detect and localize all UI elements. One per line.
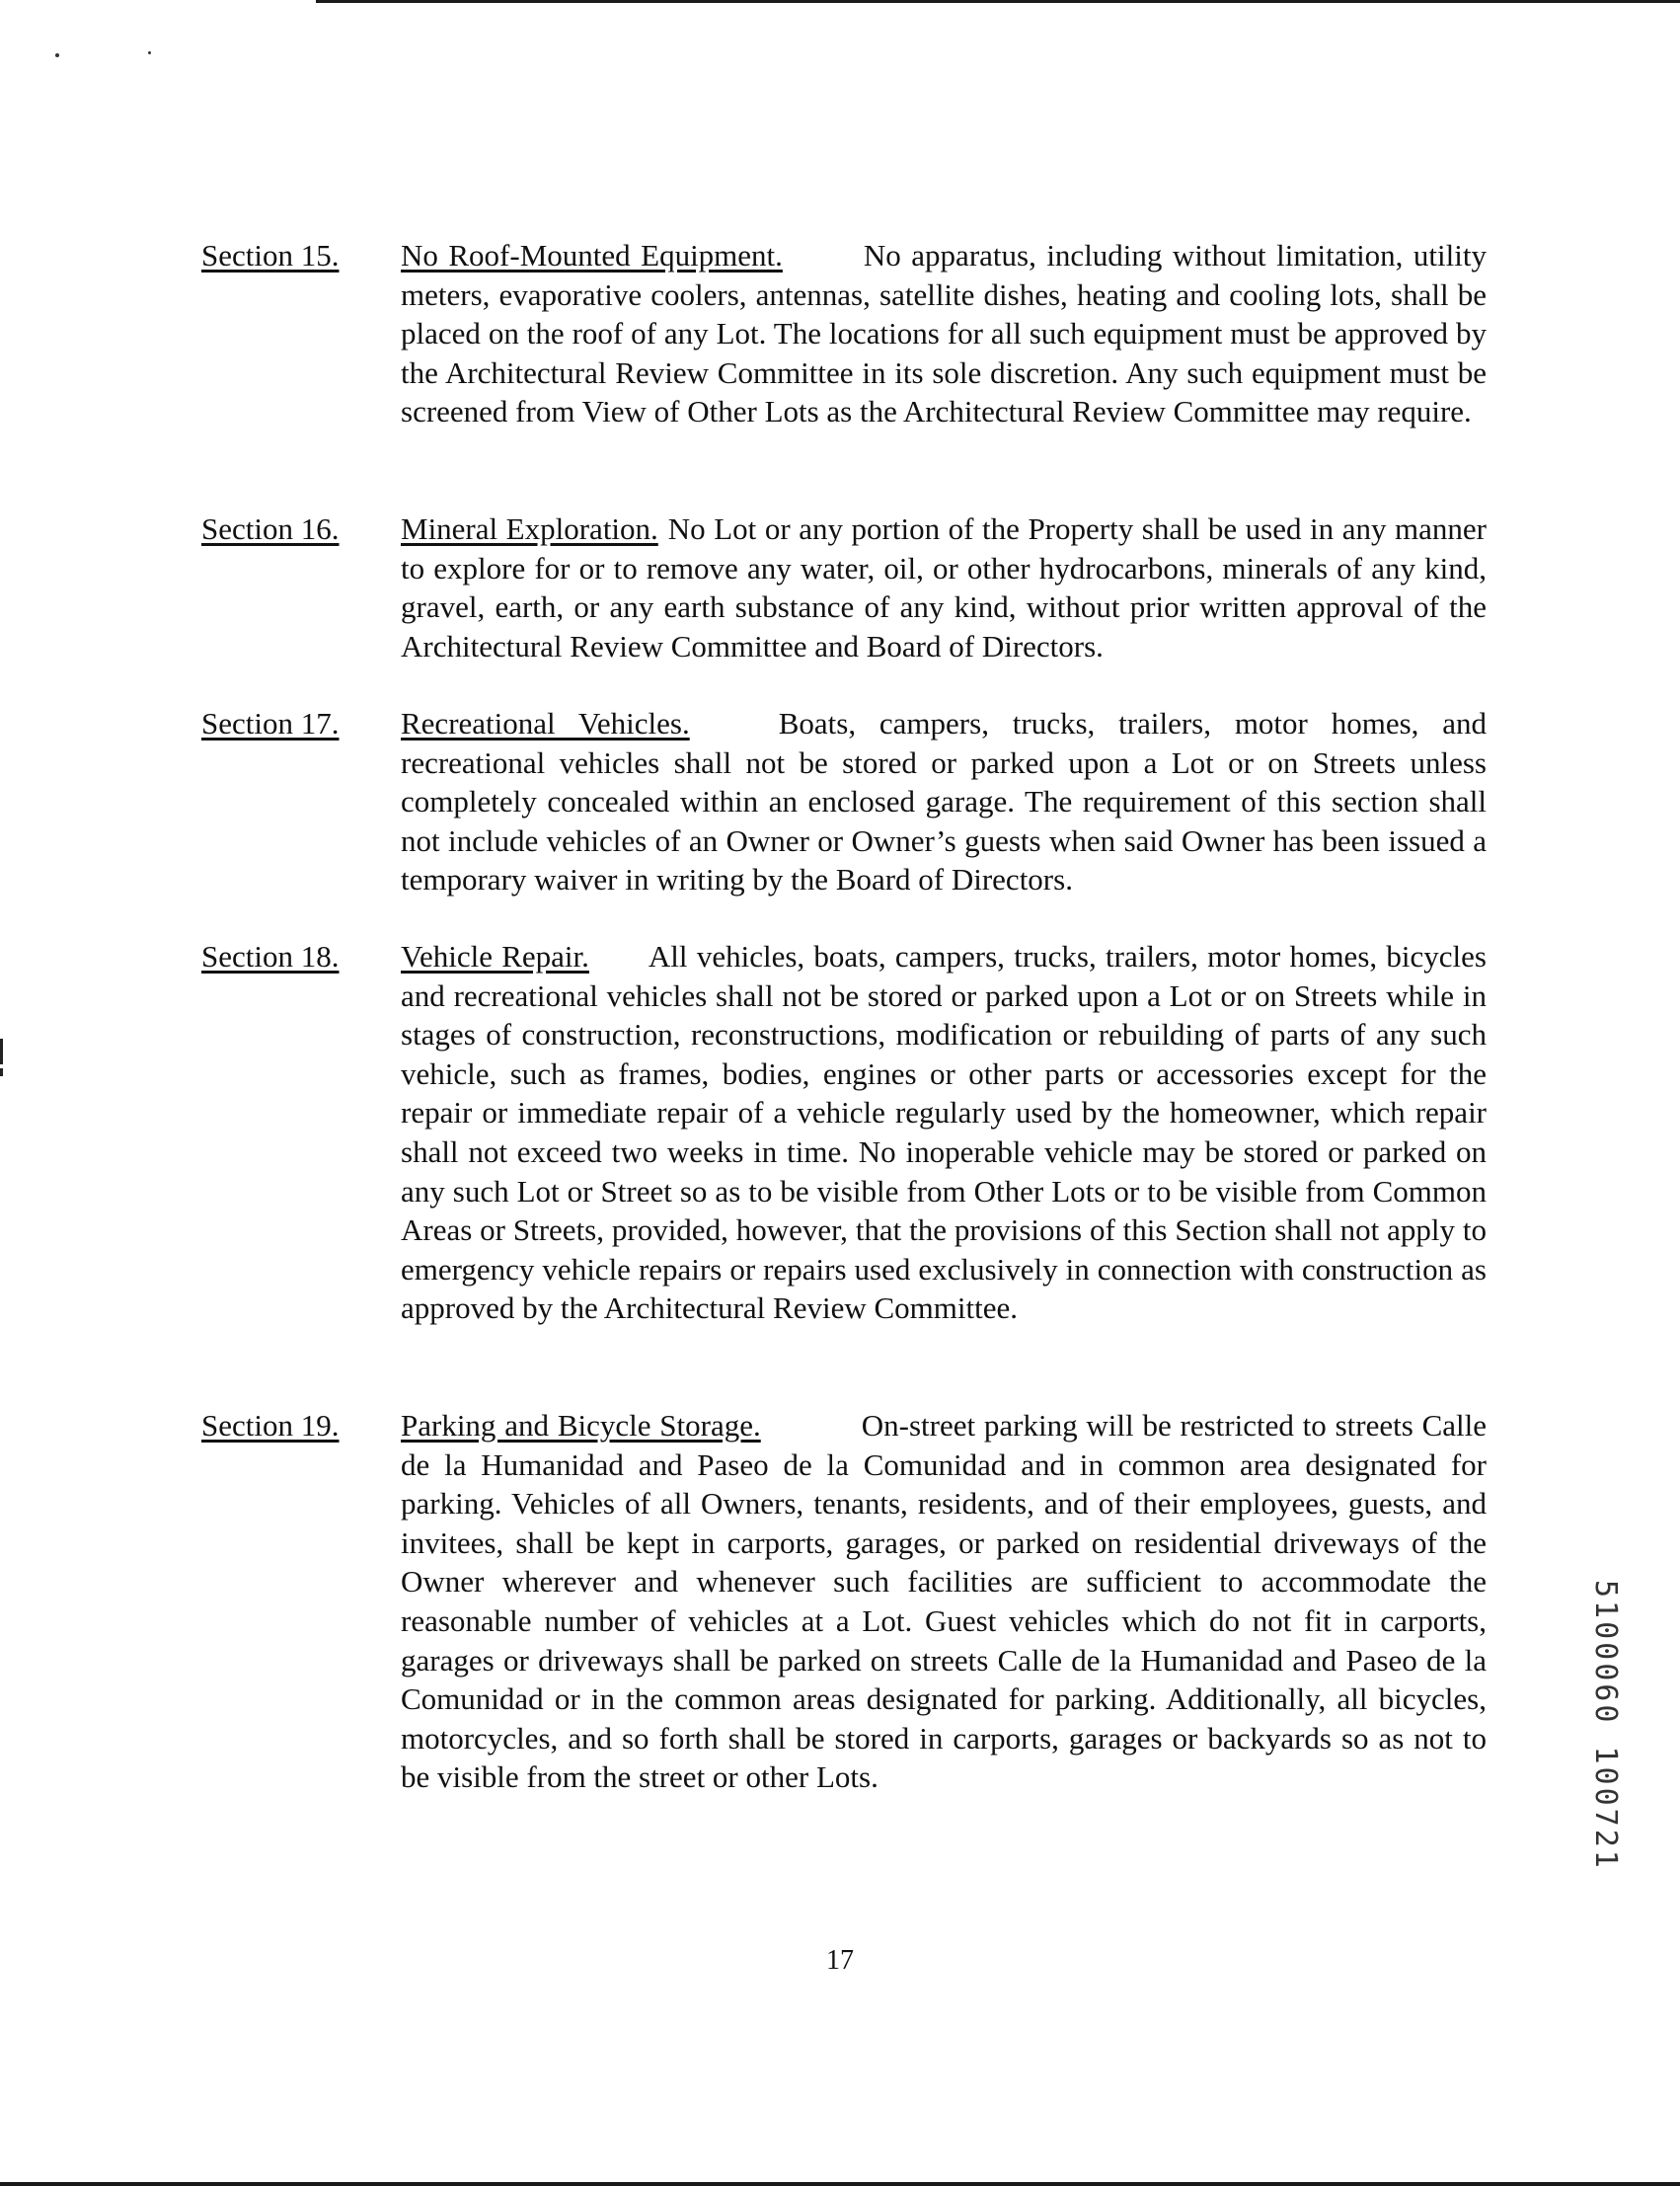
- scan-speck: [148, 51, 151, 54]
- scan-edge-mark: [0, 1068, 3, 1076]
- section-label: Section 19.: [201, 1408, 340, 1443]
- scan-speck: [55, 53, 59, 57]
- section-16: [201, 509, 1489, 665]
- section-label: Section 15.: [201, 238, 340, 273]
- section-15: [201, 236, 1489, 431]
- section-body: [401, 509, 1487, 665]
- section-19: [201, 1406, 1489, 1797]
- section-title: Parking and Bicycle Storage.: [401, 1408, 761, 1443]
- section-text: On-street parking will be restricted to streets Calle de la Humanidad and Paseo de la Comunidad and in common area designated for parking. Vehicles of all Owners, tenants, residents, and of their employees, guests, and invitees, shall be kept in carports, garages, or parked on residential driveways of the Owner wherever and whenever such facilities are sufficient to accommodate the reasonable number of vehicles at a Lot. Guest vehicles which do not fit in carports, garages or driveways shall be parked on streets Calle de la Humanidad and Paseo de la Comunidad or in the common areas designated for parking. Additionally, all bicycles, motorcycles, and so forth shall be stored in carports, garages or backyards so as not to be visible from the street or other Lots.: [401, 1408, 1487, 1795]
- section-text: Boats, campers, trucks, trailers, motor homes, and recreational vehicles shall not be stored or parked upon a Lot or on Streets unless completely concealed within an enclosed garage. The requirement of this section shall not include vehicles of an Owner or Owner’s guests when said Owner has been issued a temporary waiver in writing by the Board of Directors.: [401, 706, 1488, 898]
- section-text: No apparatus, including without limitation, utility meters, evaporative coolers, antennas, satellite dishes, heating and cooling lots, shall be placed on the roof of any Lot. The locations for all such equipment must be approved by the Architectural Review Committee in its sole discretion. Any such equipment must be screened from View of Other Lots as the Architectural Review Committee may require.: [401, 238, 1487, 429]
- section-text: No Lot or any portion of the Property shall be used in any manner to explore for or to remove any water, oil, or other hydrocarbons, minerals of any kind, gravel, earth, or any earth substance of any kind, without prior written approval of the Architectural Review Committee and Board of Directors.: [401, 511, 1487, 664]
- section-title: Vehicle Repair.: [401, 939, 589, 974]
- page-number: 17: [826, 1945, 854, 1976]
- section-title: Recreational Vehicles.: [401, 706, 690, 741]
- section-title: Mineral Exploration.: [401, 511, 658, 546]
- side-stamp: 5100060 100721: [1588, 1580, 1623, 1871]
- scan-top-edge: [316, 0, 1680, 3]
- scan-edge-mark: [0, 1039, 3, 1064]
- section-body: [401, 704, 1487, 899]
- section-body: [401, 937, 1487, 1328]
- section-text: All vehicles, boats, campers, trucks, trailers, motor homes, bicycles and recreational vehicles shall not be stored or parked upon a Lot or on Streets while in stages of construction, reconstructions, modification or rebuilding of parts of any such vehicle, such as frames, bodies, engines or other parts or accessories except for the repair or immediate repair of a vehicle regularly used by the homeowner, which repair shall not exceed two weeks in time. No inoperable vehicle may be stored or parked on any such Lot or Street so as to be visible from Other Lots or to be visible from Common Areas or Streets, provided, however, that the provisions of this Section shall not apply to emergency vehicle repairs or repairs used exclusively in connection with construction as approved by the Architectural Review Committee.: [401, 939, 1487, 1326]
- section-label: Section 16.: [201, 511, 340, 546]
- section-17: [201, 704, 1489, 899]
- section-label: Section 18.: [201, 939, 340, 974]
- section-label: Section 17.: [201, 706, 340, 741]
- section-title: No Roof-Mounted Equipment.: [401, 238, 783, 273]
- section-body: [401, 236, 1487, 431]
- section-18: [201, 937, 1489, 1328]
- section-body: [401, 1406, 1487, 1797]
- scan-bottom-edge: [0, 2182, 1680, 2186]
